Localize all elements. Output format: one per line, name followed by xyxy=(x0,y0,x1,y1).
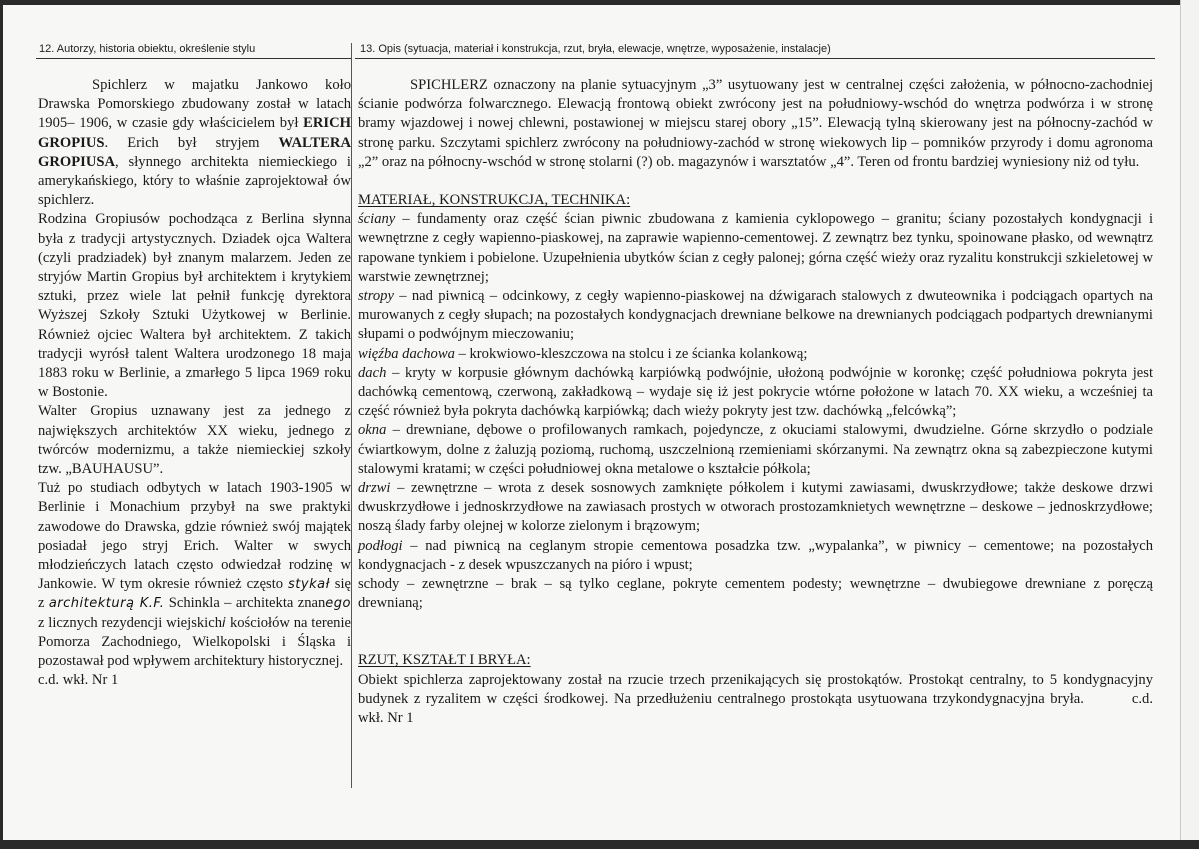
item-walls: ściany – fundamenty oraz część ścian piwnic zbudowana z kamienia cyklopowego – granitu; ściany pozostałych kondygnacji i wewnętrzne z cegły wapienno-piaskowej, na zaprawie wapienno-cementowej. Z zewnątrz bez tynku, spoinowane płasko, od wewnątrz rapowane tynkiem i pobielone. Uzupełnienia ubytków ścian z cegły palonej; górna część wieży oraz ryzalitu konstrukcji szkieletowej w warstwie zewnętrznej; xyxy=(358,211,1153,285)
section-title-materials: MATERIAŁ, KONSTRUKCJA, TECHNIKA: xyxy=(358,192,631,209)
scanned-page xyxy=(3,5,1181,840)
item-windows: okna – drewniane, dębowe o profilowanych ramkach, pojedyncze, z okuciami stalowymi, dwudzielne. Górne skrzydło o podziale ćwiartkowym, dolne z żaluzją poziomą, ruchomą, uszczelnioną rzemieniami skórzanymi. Na zewnątrz okna są zabezpieczone kutymi stalowymi kratami; w części południowej okna metalowe o kształcie półkola; xyxy=(358,422,1153,477)
scan-border xyxy=(0,840,1199,849)
paragraph-legacy: Walter Gropius uznawany jest za jednego z największych architektów XX wieku, jednego z twórców modernizmu, a także niemieckiej szkoły tzw. „BAUHAUSU”. xyxy=(38,403,351,478)
item-roof-truss: więźba dachowa – krokwiowo-kleszczowa na stolcu i ze ścianka kolankową; xyxy=(358,345,808,362)
column-divider xyxy=(351,43,352,788)
section-13-header: 13. Opis (sytuacja, materiał i konstrukcja, rzut, bryła, elewacje, wnętrze, wyposażenie, instalacje) xyxy=(360,43,831,55)
item-stairs: schody – zewnętrzne – brak – są tylko ceglane, pokryte cementem podesty; wewnętrzne – dwubiegowe drewniane z poręczą drewnianą; xyxy=(358,576,1153,612)
handwritten-correction: stykał xyxy=(288,577,330,593)
header-rule-right xyxy=(355,58,1155,59)
section-12-header: 12. Autorzy, historia obiektu, określenie stylu xyxy=(39,43,256,55)
handwritten-correction: ego xyxy=(325,596,351,612)
name-walter: WALTERA GROPIUSA xyxy=(38,134,351,170)
authors-history-column xyxy=(38,76,351,691)
paragraph-practice: Tuż po studiach odbytych w latach 1903-1905 w Berlinie i Monachium przybył na swe praktyki zawodowe do Drawska, gdzie również swój majątek posiadał jego stryj Erich. Walter w swych młodzieńczych latach często odwiedzał rodzinę w Jankowie. W tym okresie również często stykał się z architekturą K.F. Schinkla – architekta znanego z licznych rezydencji wiejskichi kościołów na terenie Pomorza Zachodniego, Wielkopolski i Śląska i pozostawał pod wpływem architektury historycznej. xyxy=(38,480,351,670)
item-roof: dach – kryty w korpusie głównym dachówką karpiówką podwójnie, ułożoną podwójnie w koronkę; część południowa pokryta jest dachówką cementową, czerwoną, zakładkową – wydaje się iż jest pokrycie wtórne położone w latach 70. XX wieku, a wcześniej ta część również była pokryta dachówką karpiówką; dach wieży pokryty jest tzw. dachówką „felcówką”; xyxy=(358,364,1153,420)
description-column xyxy=(358,76,1153,728)
item-doors: drzwi – zewnętrzne – wrota z desek sosnowych zamknięte półkolem i kutymi zawiasami, dwuskrzydłowe; także deskowe drzwi dwuskrzydłowe i jednoskrzydłowe na zawiasach prostych w otworach prostozamknietych wewnętrzne – deskowe – jednoskrzydłowe; noszą ślady farby olejnej w kolorze zielonym i brązowym; xyxy=(358,480,1153,535)
name-erich: ERICH GROPIUS xyxy=(38,115,351,151)
item-ceilings: stropy – nad piwnicą – odcinkowy, z cegły wapienno-piaskowej na dźwigarach stalowych z dwuteownika i podciągach opartych na murowanych z cegły słupach; na pozostałych kondygnacjach drewniane belkowe na drewnianych podciągach podpartych drewnianymi słupami o podwójnym mieczowaniu; xyxy=(358,288,1153,343)
section-title-plan: RZUT, KSZTAŁT I BRYŁA: xyxy=(358,652,531,669)
paragraph-family: Rodzina Gropiusów pochodząca z Berlina słynna była z tradycji artystycznych. Dziadek ojca Waltera (czyli pradziadek) był znanym malarzem. Jeden ze stryjów Martin Gropius był architektem i krytykiem sztuki, przez wiele lat pełnił funkcję dyrektora Wyższej Szkoły Sztuki Użytkowej w Berlinie. Również ojciec Waltera był architektem. Z takich tradycji wyrósł talent Waltera urodzonego 18 maja 1883 roku w Berlinie, a zmarłego 5 lipca 1969 roku w Bostonie. xyxy=(38,211,351,401)
paragraph-location: SPICHLERZ oznaczony na planie sytuacyjnym „3” usytuowany jest w centralnej części założenia, w północno-zachodniej ścianie podwórza folwarcznego. Elewacją frontową obiekt zwrócony jest na południowy-wschód do wnętrza podwórza i w stronę bramy wjazdowej i nowej chlewni, postawionej w miejscu starej obory „15”. Elewacją tylną skierowany jest na północny-zachód w stronę parku. Szczytami spichlerz zwrócony na południowy-zachód w stronę wiekowych lip – pomników przyrody i domu agronoma „2” oraz na północny-wschód w stronę stolarni (?) ob. magazynów i warsztatów „4”. Teren od frontu bardziej wyniesiony niż od tyłu. xyxy=(358,77,1153,170)
continued-note: c.d. wkł. Nr 1 xyxy=(38,672,119,689)
continued-note: c.d. wkł. Nr 1 xyxy=(358,690,1153,727)
header-rule-left xyxy=(36,58,351,59)
paragraph-plan: Obiekt spichlerza zaprojektowany został na rzucie trzech przenikających się prostokątów. Prostokąt centralny, to 5 kondygnacyjny budynek z ryzalitem w części środkowej. Na przedłużeniu centralnego prostokąta usytuowana trzykondygnacyjna bryła. c.d. wkł. Nr 1 xyxy=(358,671,1153,727)
handwritten-correction: architekturą K.F. xyxy=(48,596,165,612)
paragraph-intro: Spichlerz w majatku Jankowo koło Drawska Pomorskiego zbudowany został w latach 1905– 1906, w czasie gdy właścicielem był ERICH GROPIUS. Erich był stryjem WALTERA GROPIUSA, słynnego architekta niemieckiego i amerykańskiego, który to właśnie zaprojektował ów spichlerz. xyxy=(38,77,351,209)
page-edge xyxy=(1180,0,1199,849)
item-floors: podłogi – nad piwnicą na ceglanym stropie cementowa posadzka tzw. „wypalanka”, w piwnicy – cementowe; na pozostałych kondygnacjach - z desek wpuszczanych na pióro i wpust; xyxy=(358,537,1153,573)
handwritten-correction: i xyxy=(222,615,227,631)
